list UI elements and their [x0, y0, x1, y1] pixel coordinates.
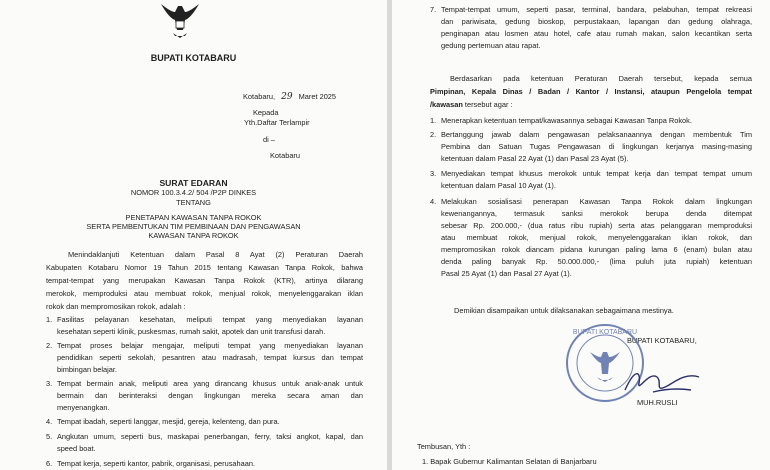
- letter-title: SURAT EDARAN: [159, 178, 228, 188]
- list-item: 4. Tempat ibadah, seperti langgar, mesjid, gereja, kelenteng, dan pura.: [46, 417, 280, 426]
- list-item: 3. Tempat bermain anak, meliputi area yang dirancang khusus untuk anak-anak untuk bermain dan berinteraksi dengan lingkungan mereka secara aman dan menyenangkan.: [46, 379, 363, 412]
- signer-title: BUPATI KOTABARU,: [627, 336, 697, 345]
- at-place: Kotabaru: [270, 151, 300, 160]
- at-label: di –: [263, 135, 275, 144]
- based-line: Berdasarkan pada ketentuan Peraturan Daerah tersebut, kepada semua: [450, 74, 752, 83]
- intro-line: Menindaklanjuti Ketentuan dalam Pasal 8 Ayat (2) Peraturan Daerah: [68, 250, 363, 259]
- list-item: 7. Tempat-tempat umum, seperti pasar, terminal, bandara, pelabuhan, tempat rekreasi dan pariwisata, gedung bioskop, perpustakaan, lapangan dan gedung olahraga, penginapan atau losmen atau hotel, cafe atau rumah makan, salon kecantikan serta gedung pertemuan atau rapat.: [430, 5, 752, 50]
- intro-line: Kabupaten Kotabaru Nomor 19 Tahun 2015 tentang Kawasan Tanpa Rokok, bahwa: [46, 263, 363, 272]
- list-item: 2. Tempat proses belajar mengajar, meliputi tempat yang menyediakan layanan pendidikan seperti sekolah, pesantren atau madrasah, tempat kursus dan tempat bimbingan belajar.: [46, 341, 363, 374]
- letter-number: NOMOR 100.3.4.2/ 504 /P2P DINKES: [130, 188, 257, 197]
- list-item: 5. Angkutan umum, seperti bus, maskapai penerbangan, ferry, taksi angkot, kapal, dan speed boat.: [46, 432, 363, 453]
- intro-line: merokok, memproduksi atau membuat rokok, menjual rokok, menyelenggarakan iklan: [46, 289, 363, 298]
- place-date: [243, 91, 336, 103]
- signature-icon: [617, 365, 707, 399]
- subject-line: KAWASAN TANPA ROKOK: [148, 231, 239, 240]
- list-item: 4. Melakukan sosialisasi penerapan Kawasan Tanpa Rokok dalam lingkungan kewenangannya, termasuk sanksi merokok berupa denda ditempat sebesar Rp. 200.000,- (dua ratus ribu rupiah) serta atas pelanggaran memproduksi atau membuat rokok, menjual rokok, menyelenggarakan iklan rokok, dan mempromosikan rokok diancam pidana kurungan paling lama 6 (enam) bulan atau denda paling banyak Rp. 50.000.000,- (lima puluh juta rupiah) ketentuan Pasal 25 Ayat (1) dan Pasal 27 Ayat (1).: [430, 197, 752, 278]
- subject-line: PENETAPAN KAWASAN TANPA ROKOK: [125, 213, 262, 222]
- intro-line: rokok dan mempromosikan rokok, adalah :: [46, 302, 186, 311]
- letter-about: TENTANG: [176, 198, 211, 207]
- subject-line: SERTA PEMBENTUKAN TIM PEMBINAAN DAN PENGAWASAN: [86, 222, 301, 231]
- list-item: 1. Fasilitas pelayanan kesehatan, meliputi tempat yang menyediakan layanan kesehatan seperti klinik, puskesmas, rumah sakit, apotek dan unit transfusi darah.: [46, 315, 363, 336]
- header-title: BUPATI KOTABARU: [150, 53, 237, 63]
- to-label: Kepada: [253, 108, 279, 117]
- signer-name: MUH.RUSLI: [637, 398, 678, 407]
- place-label: Kotabaru,: [243, 92, 276, 101]
- list-item: 3. Menyediakan tempat khusus merokok untuk tempat kerja dan tempat tempat umum ketentuan dalam Pasal 10 Ayat (1).: [430, 169, 752, 190]
- cc-label: Tembusan, Yth :: [417, 442, 471, 451]
- closing-text: Demikian disampaikan untuk dilaksanakan sebagaimana mestinya.: [454, 306, 674, 315]
- letter-page-right: [392, 0, 770, 470]
- cc-item: 1. Bapak Gubernur Kalimantan Selatan di Banjarbaru: [422, 457, 597, 466]
- to-addressee: Yth.Daftar Terlampir: [244, 118, 310, 127]
- list-item: 2. Bertanggung jawab dalam pengawasan pelaksanaannya dengan membentuk Tim Pembina dan Satuan Tugas Pengawasan di lingkungan kerjanya masing-masing ketentuan dalam Pasal 22 Ayat (1) dan Pasal 23 Ayat (5).: [430, 130, 752, 163]
- garuda-emblem-icon: [155, 0, 205, 42]
- date-month-year: Maret 2025: [298, 92, 337, 101]
- stamp-text: BUPATI KOTABARU: [572, 329, 638, 336]
- based-line: Pimpinan, Kepala Dinas / Badan / Kantor / Instansi, ataupun Pengelola tempat: [430, 87, 752, 96]
- list-item: 1. Menerapkan ketentuan tempat/kawasannya sebagai Kawasan Tanpa Rokok.: [430, 116, 692, 125]
- list-item: 6. Tempat kerja, seperti kantor, pabrik, organisasi, perusahaan.: [46, 459, 256, 468]
- based-line: /kawasan tersebut agar :: [430, 100, 513, 109]
- intro-line: tempat-tempat yang merupakan Kawasan Tanpa Rokok (KTR), artinya dilarang: [46, 276, 363, 285]
- date-day: 29: [281, 92, 293, 102]
